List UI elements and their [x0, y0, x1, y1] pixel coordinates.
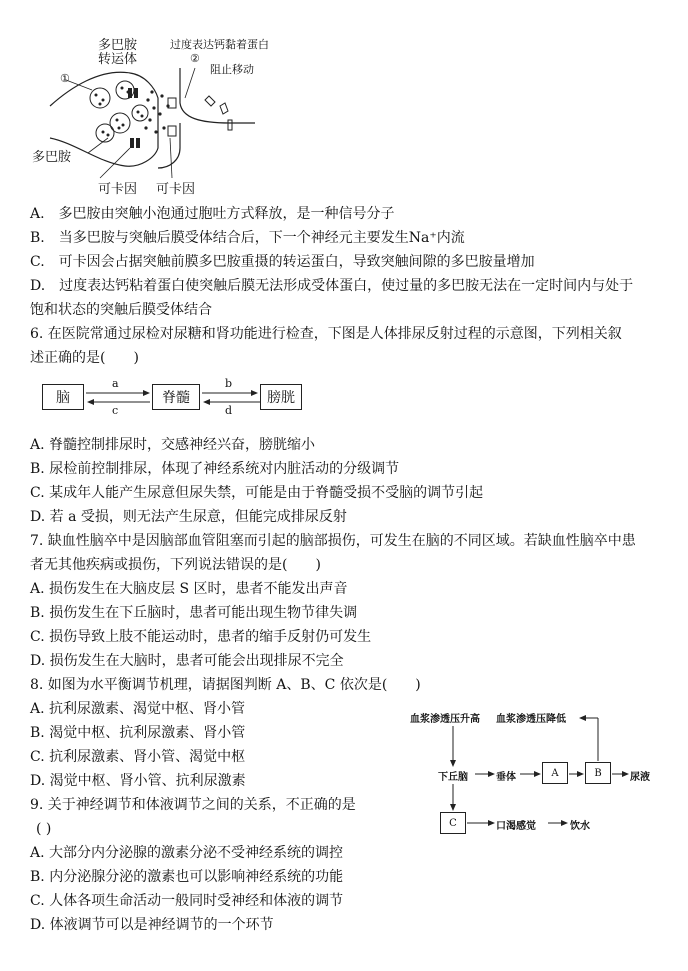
- label-dopamine: 多巴胺: [32, 150, 72, 165]
- arrow-label-a: a: [112, 377, 119, 390]
- q6-option-b: B. 尿检前控制排尿，体现了神经系统对内脏活动的分级调节: [30, 461, 400, 477]
- box-b: B: [585, 762, 611, 784]
- label-hypothalamus: 下丘脑: [438, 772, 468, 783]
- box-brain: 脑: [42, 384, 84, 410]
- label-plasma-up: 血浆渗透压升高: [410, 714, 480, 725]
- q8-option-d: D. 渴觉中枢、肾小管、抗利尿激素: [30, 773, 246, 789]
- q9-option-b: B. 内分泌腺分泌的激素也可以影响神经系统的功能: [30, 869, 344, 885]
- label-drink: 饮水: [570, 821, 590, 832]
- reflex-diagram: [42, 377, 302, 425]
- water-balance-arrows: [410, 706, 660, 841]
- box-bladder: 膀胱: [260, 384, 302, 410]
- q6-option-d: D. 若 a 受损，则无法产生尿意，但能完成排尿反射: [30, 509, 347, 525]
- q7-option-b: B. 损伤发生在下丘脑时，患者可能出现生物节律失调: [30, 605, 358, 621]
- box-c: C: [440, 812, 466, 834]
- label-overexpress: 过度表达钙黏着蛋白: [170, 38, 269, 51]
- q5-option-a: A. 多巴胺由突触小泡通过胞吐方式释放，是一种信号分子: [30, 206, 395, 222]
- q9-option-d: D. 体液调节可以是神经调节的一个环节: [30, 917, 274, 933]
- water-balance-diagram: [410, 706, 660, 841]
- q9-paren: ( ): [36, 821, 52, 837]
- q6-stem-1: 6. 在医院常通过尿检对尿糖和肾功能进行检查，下图是人体排尿反射过程的示意图，下列相关叙: [30, 326, 622, 342]
- label-urine: 尿液: [630, 772, 650, 783]
- reflex-arrows: [42, 380, 302, 425]
- label-transporter-1: 多巴胺: [98, 38, 138, 53]
- q7-option-a: A. 损伤发生在大脑皮层 S 区时，患者不能发出声音: [30, 581, 348, 597]
- q8-option-c: C. 抗利尿激素、肾小管、渴觉中枢: [30, 749, 246, 765]
- box-spinal: 脊髓: [152, 384, 200, 410]
- q7-option-d: D. 损伤发生在大脑时，患者可能会出现排尿不完全: [30, 653, 344, 669]
- arrow-label-c: c: [112, 404, 119, 417]
- q7-stem-1: 7. 缺血性脑卒中是因脑部血管阻塞而引起的脑部损伤，可发生在脑的不同区域。若缺血性脑卒中患: [30, 533, 636, 549]
- q5-option-c: C. 可卡因会占据突触前膜多巴胺重摄的转运蛋白，导致突触间隙的多巴胺量增加: [30, 254, 535, 270]
- q9-option-c: C. 人体各项生命活动一般同时受神经和体液的调节: [30, 893, 344, 909]
- q5-option-d: D. 过度表达钙粘着蛋白使突触后膜无法形成受体蛋白，使过量的多巴胺无法在一定时间内与处于: [30, 278, 634, 294]
- label-circle-2: ②: [190, 52, 200, 65]
- q8-option-b: B. 渴觉中枢、抗利尿激素、肾小管: [30, 725, 246, 741]
- q7-option-c: C. 损伤导致上肢不能运动时，患者的缩手反射仍可发生: [30, 629, 372, 645]
- label-transporter-2: 转运体: [98, 52, 138, 67]
- q5-option-d-cont: 饱和状态的突触后膜受体结合: [30, 302, 212, 318]
- label-cocaine-right: 可卡因: [156, 182, 196, 197]
- label-circle-1: ①: [60, 72, 70, 85]
- label-pituitary: 垂体: [496, 772, 516, 783]
- q9-option-a: A. 大部分内分泌腺的激素分泌不受神经系统的调控: [30, 845, 344, 861]
- label-plasma-down: 血浆渗透压降低: [496, 714, 566, 725]
- box-a: A: [542, 762, 568, 784]
- label-thirst: 口渴感觉: [496, 821, 536, 832]
- synapse-drawing: [30, 28, 280, 198]
- q5-option-b: B. 当多巴胺与突触后膜受体结合后，下一个神经元主要发生Na⁺内流: [30, 230, 465, 246]
- q9-stem: 9. 关于神经调节和体液调节之间的关系，不正确的是: [30, 797, 356, 813]
- q6-option-c: C. 某成年人能产生尿意但尿失禁，可能是由于脊髓受损不受脑的调节引起: [30, 485, 484, 501]
- synapse-figure: [30, 28, 280, 198]
- label-block: 阻止移动: [210, 63, 254, 76]
- q8-stem: 8. 如图为水平衡调节机理，请据图判断 A、B、C 依次是( ): [30, 677, 421, 693]
- q8-option-a: A. 抗利尿激素、渴觉中枢、肾小管: [30, 701, 246, 717]
- label-cocaine-left: 可卡因: [98, 182, 138, 197]
- arrow-label-d: d: [225, 404, 233, 417]
- q6-option-a: A. 脊髓控制排尿时，交感神经兴奋，膀胱缩小: [30, 437, 316, 453]
- arrow-label-b: b: [225, 377, 233, 390]
- q7-stem-2: 者无其他疾病或损伤，下列说法错误的是( ): [30, 557, 321, 573]
- q6-stem-2: 述正确的是( ): [30, 350, 139, 366]
